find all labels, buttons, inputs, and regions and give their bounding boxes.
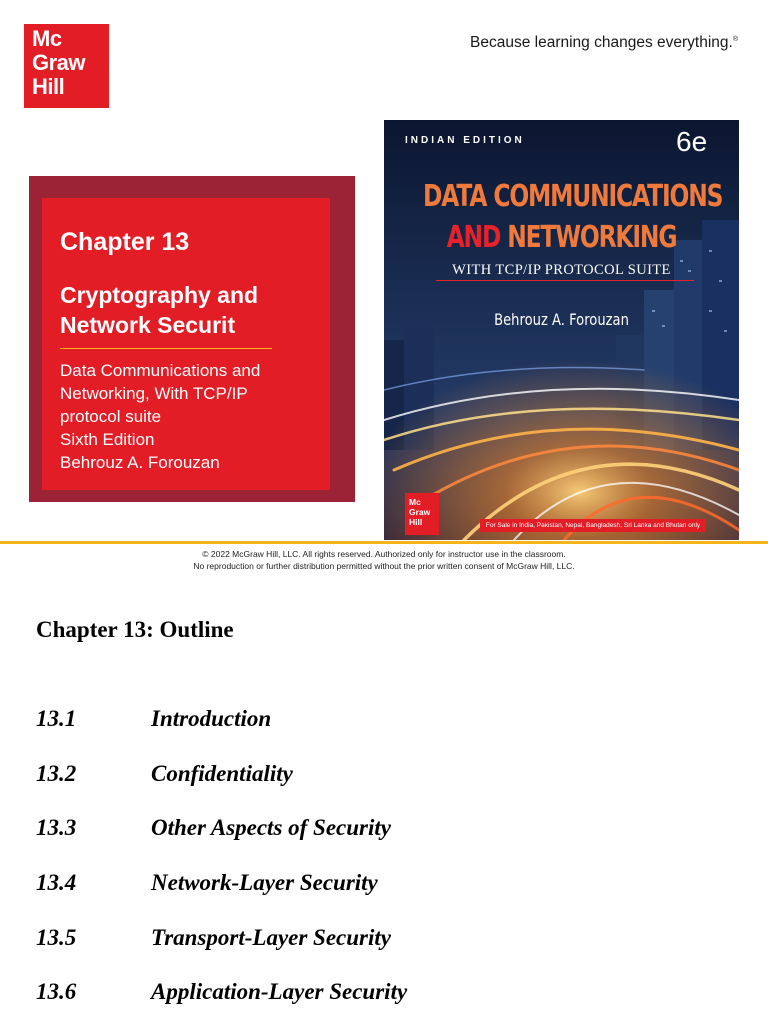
copyright-notice <box>0 548 768 572</box>
title-box <box>42 198 330 490</box>
chapter-label: Chapter 13 <box>60 228 190 256</box>
cover-title-line-1: DATA COMMUNICATIONS <box>423 179 723 214</box>
logo-line-3: Hill <box>32 74 65 99</box>
outline-item <box>36 923 736 978</box>
mcgraw-hill-logo <box>24 24 109 108</box>
cover-subtitle: WITH TCP/IP PROTOCOL SUITE <box>452 262 671 278</box>
tagline <box>470 34 738 52</box>
outline-item <box>36 704 736 759</box>
outline-list <box>36 704 736 1024</box>
outline-title: Chapter 13: Outline <box>36 617 234 642</box>
cover-edition-label: INDIAN EDITION <box>405 135 525 146</box>
outline-item-label: Network-Layer Security <box>151 870 378 896</box>
cover-author: Behrouz A. Forouzan <box>494 310 629 329</box>
outline-item-number: 13.4 <box>36 870 77 896</box>
cover-divider <box>436 280 694 281</box>
book-info <box>60 359 312 474</box>
outline-item-label: Introduction <box>151 706 272 731</box>
book-info-line: protocol suite <box>60 407 162 426</box>
book-cover <box>384 120 739 540</box>
outline-item <box>36 813 736 868</box>
copyright-line-2: No reproduction or further distribution permitted without the prior written consent of McGraw Hill, LLC. <box>193 561 575 571</box>
book-info-line: Data Communications and <box>60 361 261 380</box>
slide-divider <box>0 541 768 544</box>
logo-line-1: Mc <box>32 26 62 51</box>
outline-item-number: 13.3 <box>36 815 77 841</box>
outline-item-number: 13.5 <box>36 924 77 950</box>
book-info-line: Sixth Edition <box>60 430 155 449</box>
outline-item-label: Confidentiality <box>151 760 293 786</box>
outline-item <box>36 977 736 1024</box>
outline-item-label: Other Aspects of Security <box>151 815 391 841</box>
cover-edition: 6e <box>676 126 708 157</box>
outline-item-label: Transport-Layer Security <box>151 924 391 950</box>
cover-logo-line-1: Mc <box>409 497 421 507</box>
chapter-title <box>60 280 312 340</box>
outline-item <box>36 868 736 923</box>
cover-logo-line-2: Graw <box>409 507 431 517</box>
outline-item-number: 13.6 <box>36 979 77 1005</box>
cover-title-and: AND <box>446 220 501 255</box>
copyright-line-1: © 2022 McGraw Hill, LLC. All rights reserved. Authorized only for instructor use in the classroom. <box>202 549 566 559</box>
cover-sale-note: For Sale in India, Pakistan, Nepal, Bangladesh, Sri Lanka and Bhutan only <box>480 519 706 532</box>
outline-item-label: Application-Layer Security <box>151 979 408 1005</box>
registered-mark: ® <box>732 35 738 43</box>
outline-item-number: 13.2 <box>36 760 77 786</box>
tagline-text: Because learning changes everything. <box>470 34 733 51</box>
book-info-line: Behrouz A. Forouzan <box>60 453 220 472</box>
cover-title-networking: NETWORKING <box>500 220 677 255</box>
cover-mcgraw-hill-logo <box>405 493 439 535</box>
book-info-line: Networking, With TCP/IP <box>60 384 248 403</box>
outline-item-number: 13.1 <box>36 706 77 731</box>
outline-item <box>36 759 736 814</box>
cover-logo-line-3: Hill <box>409 517 423 527</box>
chapter-title-line-1: Cryptography and <box>60 282 259 308</box>
chapter-title-line-2: Network Securit <box>60 312 236 338</box>
logo-line-2: Graw <box>32 50 86 75</box>
cover-title-line-2 <box>423 221 700 255</box>
title-divider <box>60 348 272 349</box>
